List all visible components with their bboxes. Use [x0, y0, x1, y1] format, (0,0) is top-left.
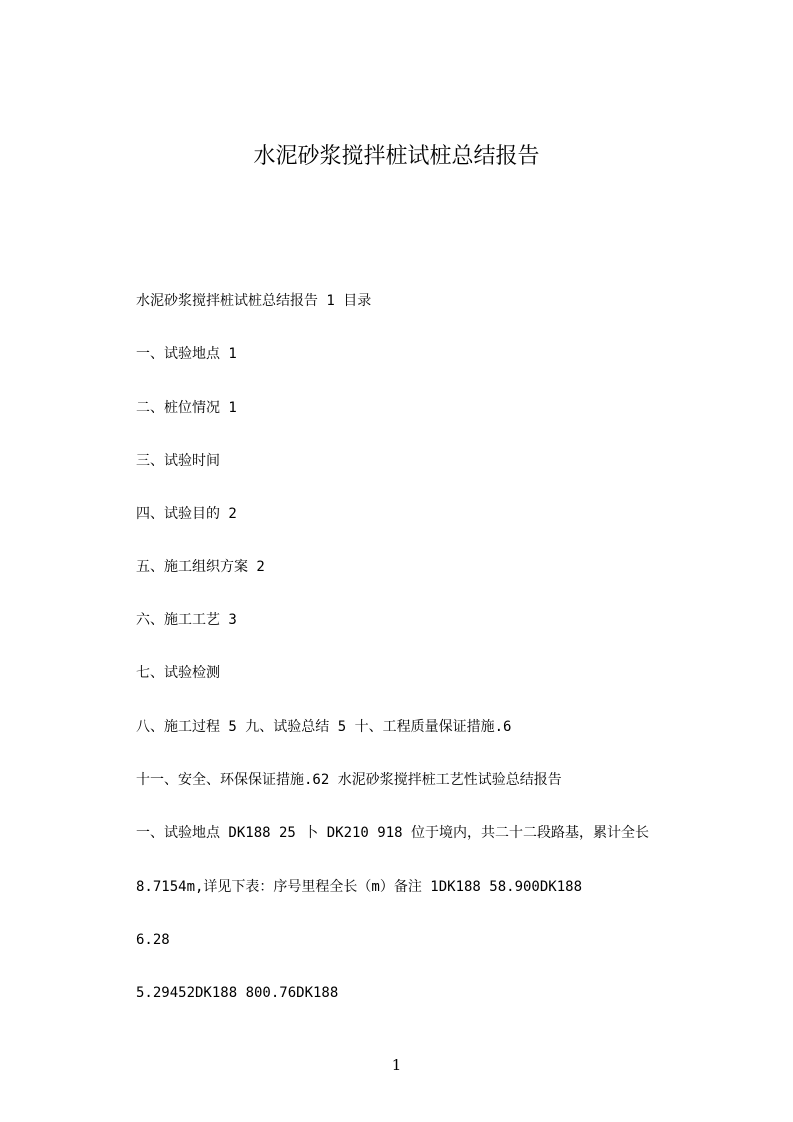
toc-item-4: 四、试验目的 2 — [136, 506, 237, 522]
body-paragraph-line: 一、试验地点 DK188 25 卜 DK210 918 位于境内，共二十二段路基，累计全长 — [136, 825, 650, 841]
page-number: 1 — [391, 1056, 402, 1074]
toc-item-2: 二、桩位情况 1 — [136, 400, 237, 416]
toc-heading-line: 水泥砂浆搅拌桩试桩总结报告 1 目录 — [136, 293, 372, 309]
toc-item-3: 三、试验时间 — [136, 453, 220, 469]
body-paragraph-line: 8.7154m,详见下表：序号里程全长（m）备注 1DK188 58.900DK188 — [136, 879, 583, 895]
toc-item-8-10: 八、施工过程 5 九、试验总结 5 十、工程质量保证措施.6 — [136, 719, 512, 735]
toc-item-5: 五、施工组织方案 2 — [136, 559, 265, 575]
body-paragraph-line: 6.28 — [136, 932, 170, 948]
document-title: 水泥砂浆搅拌桩试桩总结报告 — [253, 144, 540, 169]
body-paragraph-line: 5.29452DK188 800.76DK188 — [136, 985, 339, 1001]
toc-item-6: 六、施工工艺 3 — [136, 612, 237, 628]
toc-item-1: 一、试验地点 1 — [136, 346, 237, 362]
toc-item-11: 十一、安全、环保保证措施.62 水泥砂浆搅拌桩工艺性试验总结报告 — [136, 772, 562, 788]
toc-item-7: 七、试验检测 — [136, 665, 220, 681]
